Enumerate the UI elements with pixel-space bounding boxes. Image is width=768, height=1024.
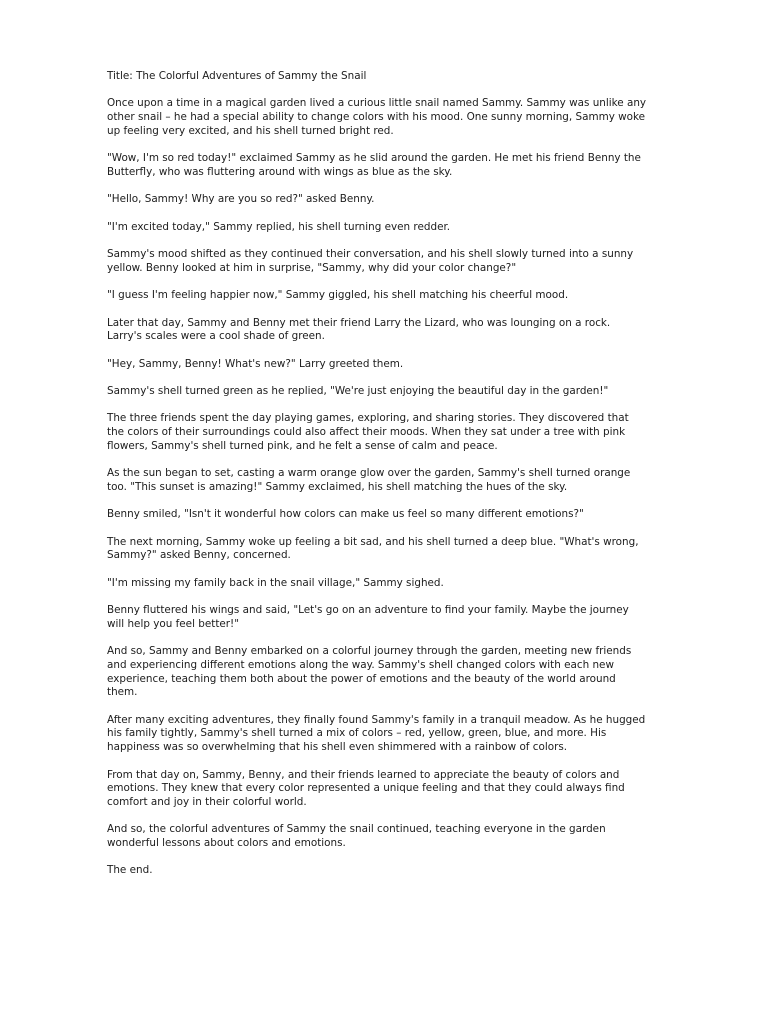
paragraph-19: And so, the colorful adventures of Sammy the snail continued, teaching everyone in the garden wonderful lessons about colors and emotions. <box>107 823 606 850</box>
paragraph-11: As the sun began to set, casting a warm orange glow over the garden, Sammy's shell turned orange too. "This sunset is amazing!" Sammy exclaimed, his shell matching the hues of the sky. <box>107 467 631 493</box>
paragraph-6: "I guess I'm feeling happier now," Sammy giggled, his shell matching his cheerful mood. <box>107 289 569 302</box>
document-body <box>107 70 647 892</box>
paragraph-17: After many exciting adventures, they finally found Sammy's family in a tranquil meadow. As he hugged his family tightly, Sammy's shell turned a mix of colors – red, yellow, green, blue, and more. His happiness was so overwhelming that his shell even shimmered with a rainbow of colors. <box>107 713 646 754</box>
paragraph-12: Benny smiled, "Isn't it wonderful how colors can make us feel so many different emotions?" <box>107 508 584 521</box>
paragraph-7: Later that day, Sammy and Benny met their friend Larry the Lizard, who was lounging on a rock. Larry's scales were a cool shade of green. <box>107 316 611 343</box>
paragraph-4: "I'm excited today," Sammy replied, his shell turning even redder. <box>107 220 451 233</box>
paragraph-18: From that day on, Sammy, Benny, and their friends learned to appreciate the beauty of colors and emotions. They knew that every color represented a unique feeling and that they could always find comfort and joy in their colorful world. <box>107 768 625 808</box>
paragraph-1: Once upon a time in a magical garden lived a curious little snail named Sammy. Sammy was unlike any other snail – he had a special ability to change colors with his mood. One sunny morning, Sammy woke up feeling very excited, and his shell turned bright red. <box>107 97 647 137</box>
paragraph-16: And so, Sammy and Benny embarked on a colorful journey through the garden, meeting new friends and experiencing different emotions along the way. Sammy's shell changed colors with each new experience, teaching them both about the power of emotions and the beauty of the world around them. <box>107 645 632 699</box>
paragraph-10: The three friends spent the day playing games, exploring, and sharing stories. They discovered that the colors of their surroundings could also affect their moods. When they sat under a tree with pink flowers, Sammy's shell turned pink, and he felt a sense of calm and peace. <box>107 412 629 452</box>
paragraph-9: Sammy's shell turned green as he replied, "We're just enjoying the beautiful day in the garden!" <box>107 385 609 398</box>
paragraph-8: "Hey, Sammy, Benny! What's new?" Larry greeted them. <box>107 357 404 370</box>
paragraph-20: The end. <box>107 864 153 877</box>
document-title: Title: The Colorful Adventures of Sammy the Snail <box>107 70 367 82</box>
paragraph-14: "I'm missing my family back in the snail village," Sammy sighed. <box>107 576 444 589</box>
paragraph-5: Sammy's mood shifted as they continued their conversation, and his shell slowly turned into a sunny yellow. Benny looked at him in surprise, "Sammy, why did your color change?" <box>107 248 634 274</box>
paragraph-2: "Wow, I'm so red today!" exclaimed Sammy as he slid around the garden. He met his friend Benny the Butterfly, who was fluttering around with wings as blue as the sky. <box>107 152 641 178</box>
paragraph-15: Benny fluttered his wings and said, "Let's go on an adventure to find your family. Maybe the journey will help you feel better!" <box>107 604 629 630</box>
paragraph-13: The next morning, Sammy woke up feeling a bit sad, and his shell turned a deep blue. "What's wrong, Sammy?" asked Benny, concerned. <box>107 535 639 562</box>
paragraph-3: "Hello, Sammy! Why are you so red?" asked Benny. <box>107 193 375 206</box>
